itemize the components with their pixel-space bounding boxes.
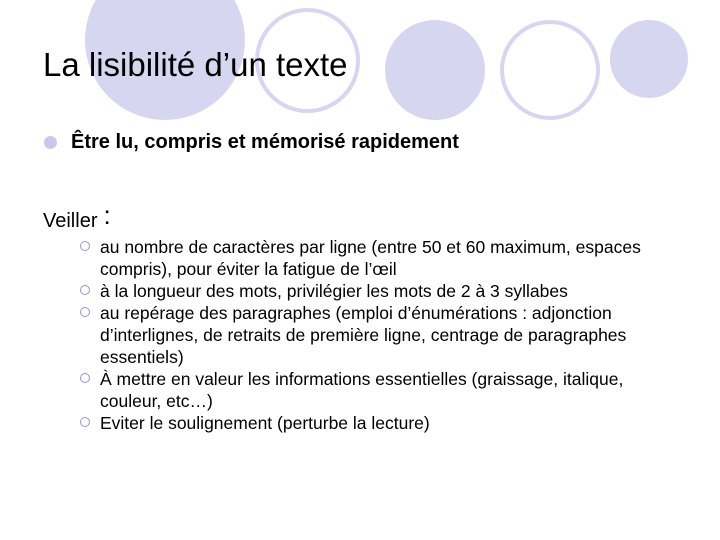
bullet-dot-icon	[44, 136, 57, 149]
sub-bullet-list	[80, 236, 680, 434]
list-item-text: au repérage des paragraphes (emploi d’énumérations : adjonction d’interlignes, de retraits de première ligne, centrage de paragraphes essentiels)	[100, 303, 627, 367]
ring-bullet-icon	[80, 241, 90, 251]
decor-circle-3	[610, 20, 688, 98]
ring-bullet-icon	[80, 373, 90, 383]
list-item	[80, 280, 680, 302]
veiller-heading	[43, 200, 111, 234]
list-item-text: à la longueur des mots, privilégier les mots de 2 à 3 syllabes	[100, 281, 568, 301]
list-item	[80, 412, 680, 434]
list-item-text: au nombre de caractères par ligne (entre 50 et 60 maximum, espaces compris), pour éviter la fatigue de l’œil	[100, 237, 641, 279]
ring-bullet-icon	[80, 307, 90, 317]
ring-bullet-icon	[80, 417, 90, 427]
veiller-colon: :	[103, 200, 111, 230]
main-bullet	[44, 131, 459, 154]
decor-circle-2	[385, 20, 485, 120]
ring-bullet-icon	[80, 285, 90, 295]
list-item	[80, 236, 680, 280]
veiller-label: Veiller	[43, 210, 98, 232]
decor-ring-2	[500, 20, 600, 120]
slide-title: La lisibilité d’un texte	[43, 46, 348, 83]
list-item	[80, 302, 680, 368]
list-item-text: À mettre en valeur les informations essentielles (graissage, italique, couleur, etc…)	[100, 369, 624, 411]
main-bullet-text: Être lu, compris et mémorisé rapidement	[71, 131, 459, 153]
list-item	[80, 368, 680, 412]
list-item-text: Eviter le soulignement (perturbe la lecture)	[100, 413, 430, 433]
